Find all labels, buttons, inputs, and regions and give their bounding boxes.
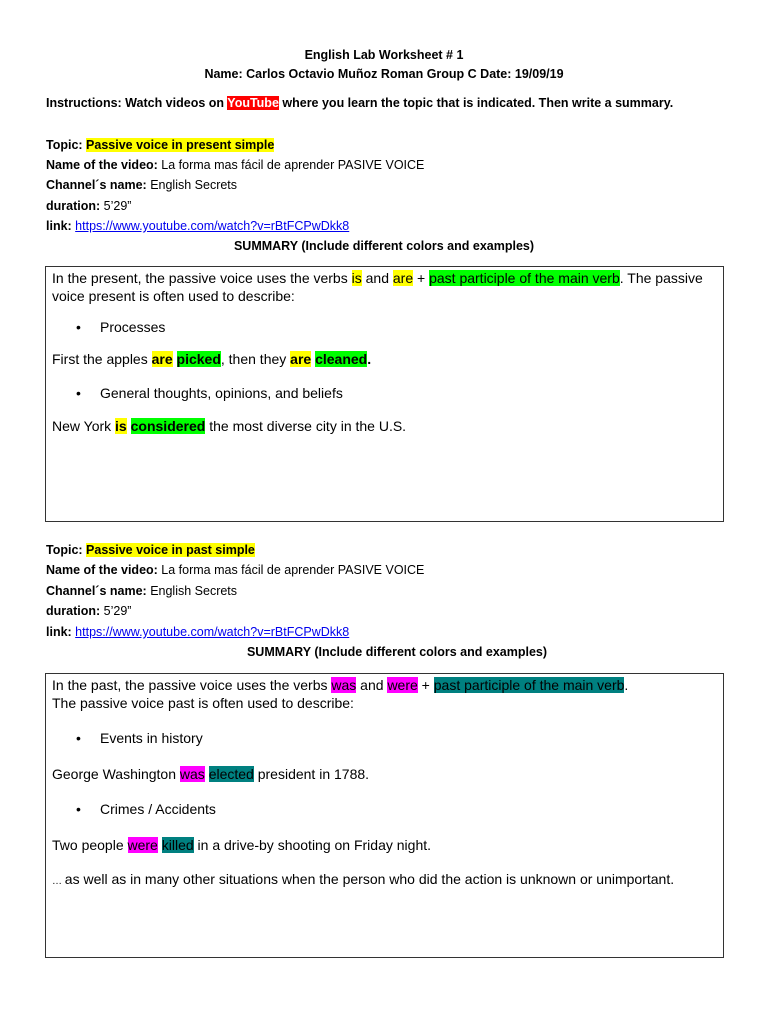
topic-highlight: Passive voice in present simple (86, 138, 275, 152)
instructions: Instructions: Watch videos on YouTube where you learn the topic that is indicated. Then write a summary. (46, 96, 674, 110)
duration-line: duration: 5’29” (46, 604, 132, 618)
example-drive-by: Two people were killed in a drive-by shooting on Friday night. (52, 837, 432, 853)
summary-box-past (45, 673, 724, 958)
channel-name-line: Channel´s name: English Secrets (46, 584, 238, 598)
example-apples: First the apples are picked, then they are cleaned. (52, 351, 372, 367)
example-new-york: New York is considered the most diverse city in the U.S. (52, 418, 407, 434)
video-link[interactable]: https://www.youtube.com/watch?v=rBtFCPwDkk8 (75, 219, 350, 233)
topic-highlight: Passive voice in past simple (86, 543, 255, 557)
video-name-line: Name of the video: La forma mas fácil de aprender PASIVE VOICE (46, 563, 425, 577)
bullet-processes: • Processes (76, 319, 166, 335)
bullet-crimes-accidents: • Crimes / Accidents (76, 801, 216, 817)
bullet-general-thoughts: • General thoughts, opinions, and beliefs (76, 385, 343, 401)
topic-line: Topic: Passive voice in present simple (46, 138, 275, 152)
summary-heading: SUMMARY (Include different colors and examples) (246, 645, 548, 659)
example-washington: George Washington was elected president in 1788. (52, 766, 370, 782)
youtube-highlight: YouTube (227, 96, 279, 110)
summary-box-present (45, 266, 724, 522)
bullet-events-history: • Events in history (76, 730, 203, 746)
worksheet-title: English Lab Worksheet # 1 (304, 48, 464, 62)
summary-heading: SUMMARY (Include different colors and examples) (233, 239, 535, 253)
duration-line: duration: 5’29” (46, 199, 132, 213)
topic-line: Topic: Passive voice in past simple (46, 543, 255, 557)
channel-name-line: Channel´s name: English Secrets (46, 178, 238, 192)
summary-intro: In the present, the passive voice uses the verbs is and are + past participle of the main verb. The passive voice present is often used to describe: (52, 270, 703, 304)
link-line: link: https://www.youtube.com/watch?v=rBtFCPwDkk8 (46, 219, 350, 233)
link-line: link: https://www.youtube.com/watch?v=rBtFCPwDkk8 (46, 625, 350, 639)
video-link[interactable]: https://www.youtube.com/watch?v=rBtFCPwDkk8 (75, 625, 350, 639)
summary-intro: In the past, the passive voice uses the verbs was and were + past participle of the main verb. The passive voice past is often used to describe: (52, 677, 629, 711)
video-name-line: Name of the video: La forma mas fácil de aprender PASIVE VOICE (46, 158, 425, 172)
closing-note: … as well as in many other situations when the person who did the action is unknown or unimportant. (52, 871, 675, 887)
student-info-line: Name: Carlos Octavio Muñoz Roman Group C Date: 19/09/19 (204, 67, 564, 81)
